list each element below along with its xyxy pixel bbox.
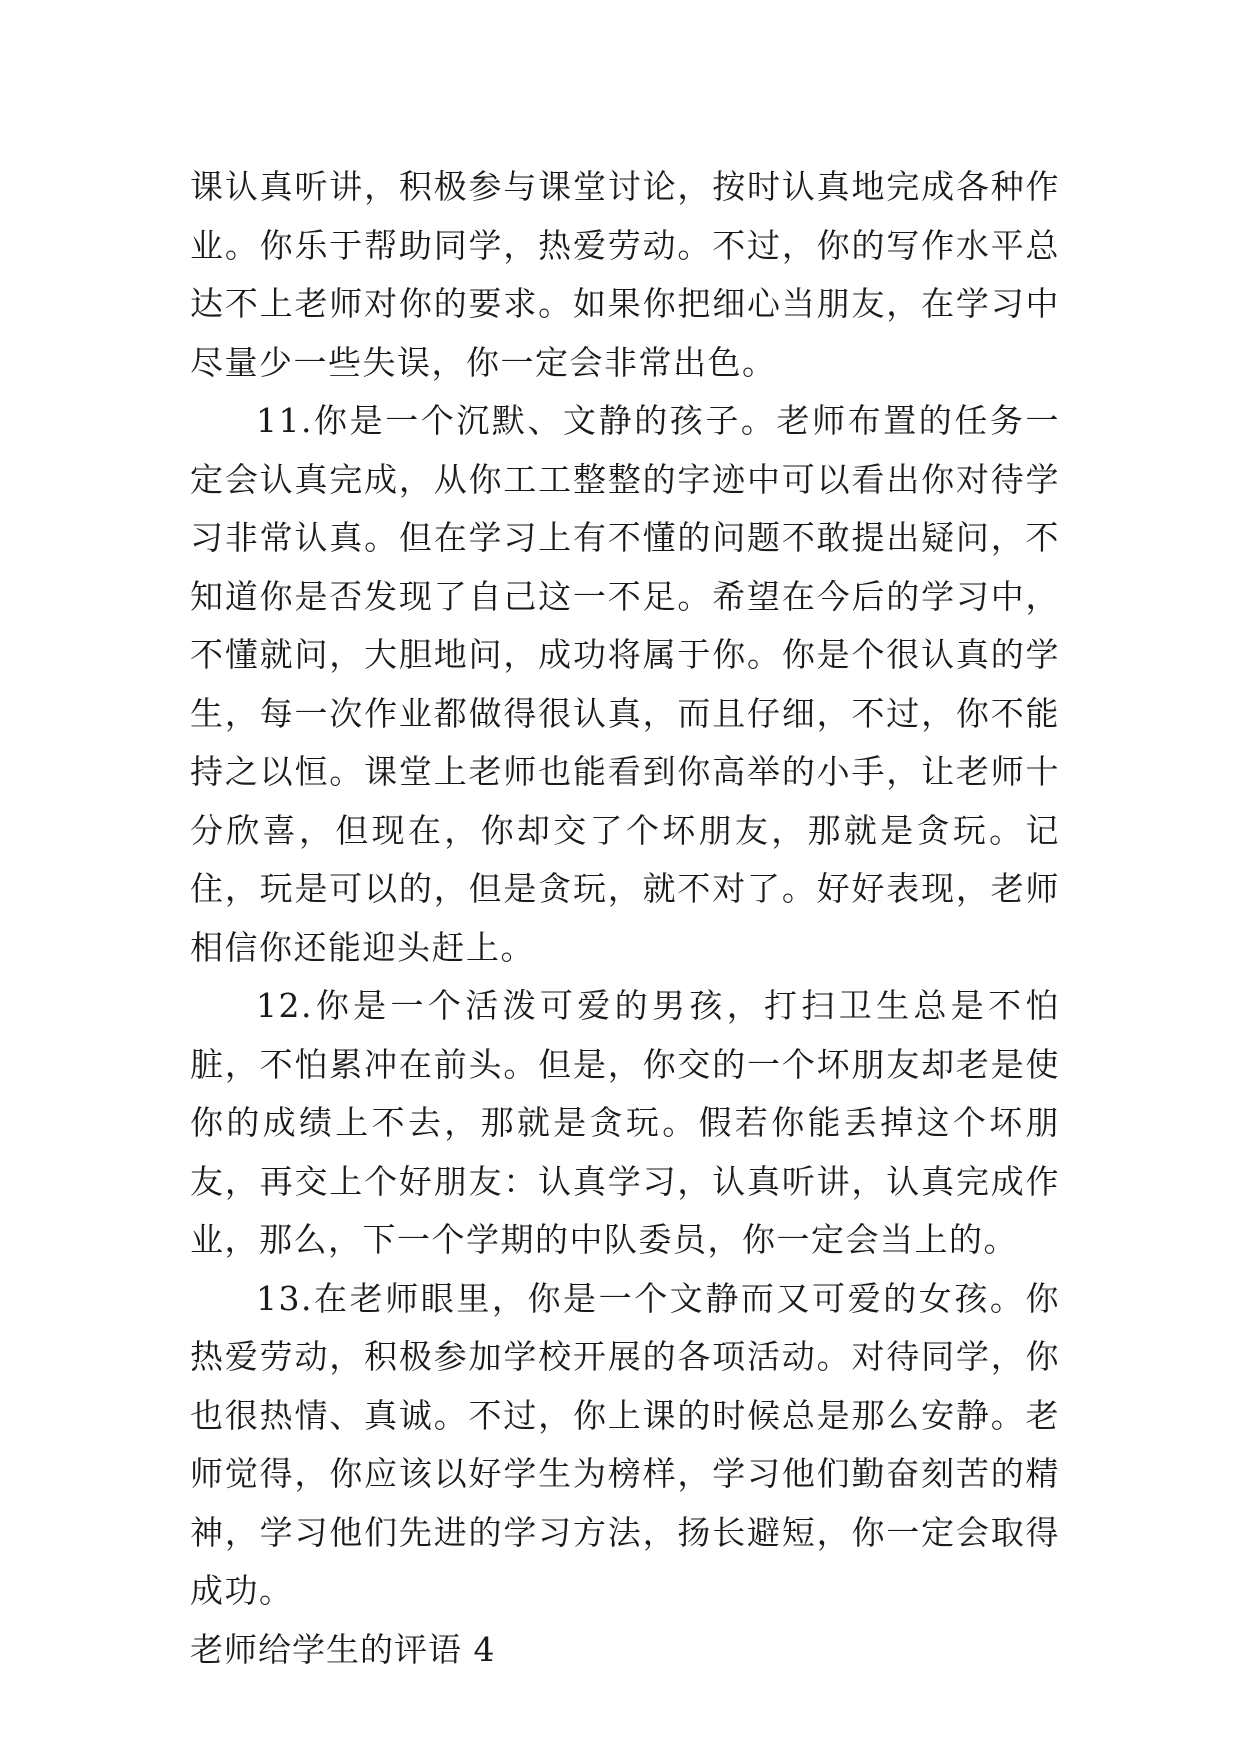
document-body [190, 158, 1060, 1679]
section-heading: 老师给学生的评语 4 [190, 1629, 496, 1669]
paragraph-comment-13: 13.在老师眼里，你是一个文静而又可爱的女孩。你热爱劳动，积极参加学校开展的各项活动。对待同学，你也很热情、真诚。不过，你上课的时候总是那么安静。老师觉得，你应该以好学生为榜样，学习他们勤奋刻苦的精神，学习他们先进的学习方法，扬长避短，你一定会取得成功。 [190, 1278, 1060, 1610]
paragraph-comment-11: 11.你是一个沉默、文静的孩子。老师布置的任务一定会认真完成，从你工工整整的字迹中可以看出你对待学习非常认真。但在学习上有不懂的问题不敢提出疑问，不知道你是否发现了自己这一不足。希望在今后的学习中，不懂就问，大胆地问，成功将属于你。你是个很认真的学生，每一次作业都做得很认真，而且仔细，不过，你不能持之以恒。课堂上老师也能看到你高举的小手，让老师十分欣喜，但现在，你却交了个坏朋友，那就是贪玩。记住，玩是可以的，但是贪玩，就不对了。好好表现，老师相信你还能迎头赶上。 [190, 401, 1060, 967]
paragraph-continued: 课认真听讲，积极参与课堂讨论，按时认真地完成各种作业。你乐于帮助同学，热爱劳动。不过，你的写作水平总达不上老师对你的要求。如果你把细心当朋友，在学习中尽量少一些失误，你一定会非常出色。 [190, 167, 1060, 382]
paragraph-comment-12: 12.你是一个活泼可爱的男孩，打扫卫生总是不怕脏，不怕累冲在前头。但是，你交的一个坏朋友却老是使你的成绩上不去，那就是贪玩。假若你能丢掉这个坏朋友，再交上个好朋友：认真学习，认真听讲，认真完成作业，那么，下一个学期的中队委员，你一定会当上的。 [190, 986, 1060, 1259]
